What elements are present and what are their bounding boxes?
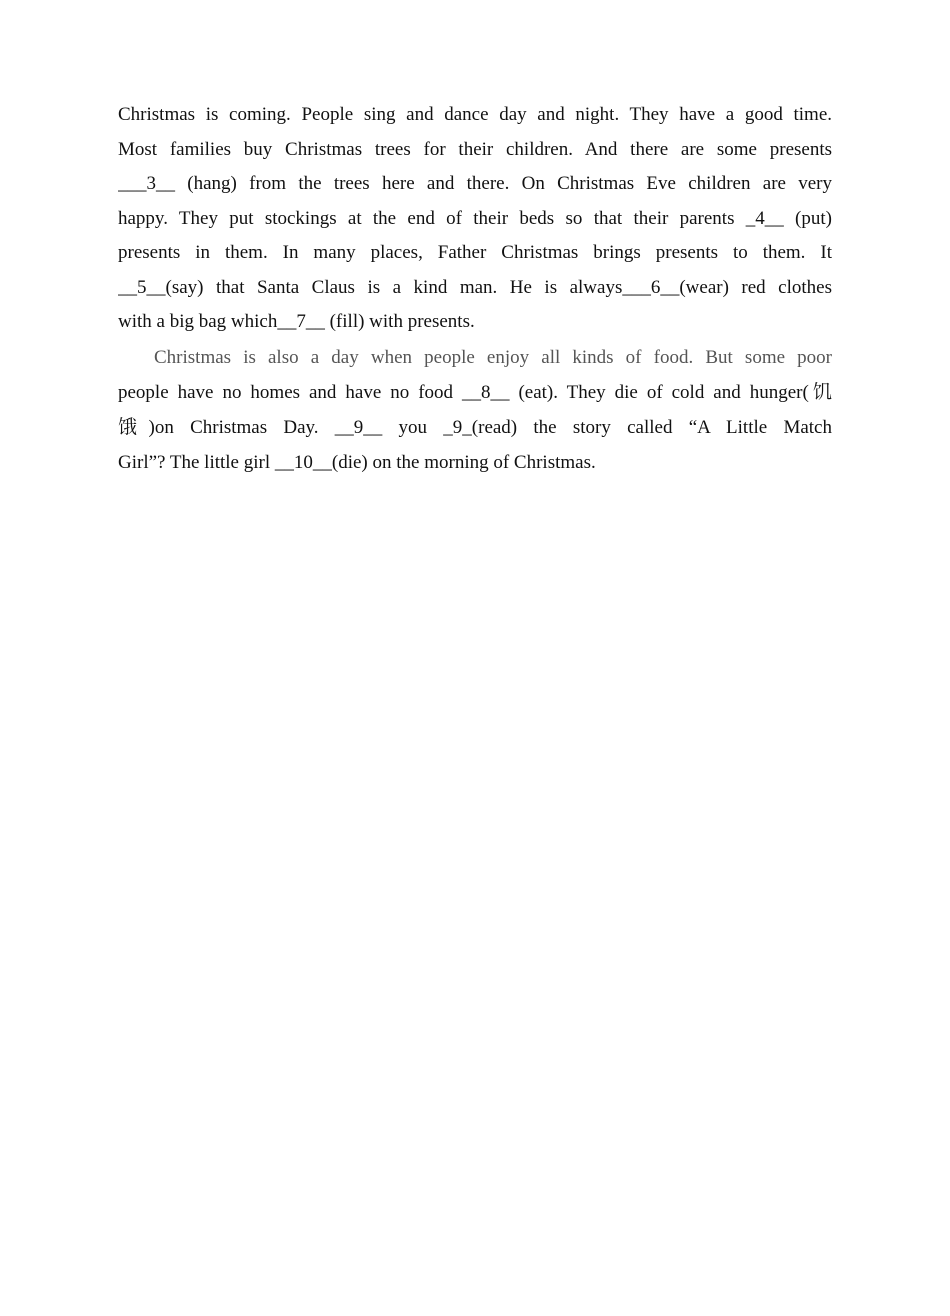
paragraph-line: Most families buy Christmas trees for their children. And there are some presents [118, 138, 832, 160]
paragraph-line: __5__(say) that Santa Claus is a kind man. He is always___6__(wear) red clothes [118, 276, 832, 298]
paragraph-line: Christmas is coming. People sing and dance day and night. They have a good time. [118, 104, 832, 125]
passage [118, 98, 832, 480]
paragraph-line: presents in them. In many places, Father Christmas brings presents to them. It [118, 242, 832, 263]
paragraph-line: people have no homes and have no food __8__ (eat). They die of cold and hunger(饥 [118, 381, 832, 403]
paragraph-2 [118, 340, 832, 480]
paragraph-1 [118, 98, 832, 340]
paragraph-line: Christmas is also a day when people enjoy all kinds of food. But some poor [154, 346, 832, 368]
paragraph-line: 饿)on Christmas Day. __9__ you _9_(read) the story called “A Little Match [118, 416, 832, 438]
paragraph-line: with a big bag which__7__ (fill) with presents. [118, 311, 475, 332]
paragraph-line: ___3__ (hang) from the trees here and there. On Christmas Eve children are very [118, 173, 832, 194]
paragraph-line: Girl”? The little girl __10__(die) on the morning of Christmas. [118, 451, 596, 473]
paragraph-line: happy. They put stockings at the end of their beds so that their parents _4__ (put) [118, 207, 832, 229]
